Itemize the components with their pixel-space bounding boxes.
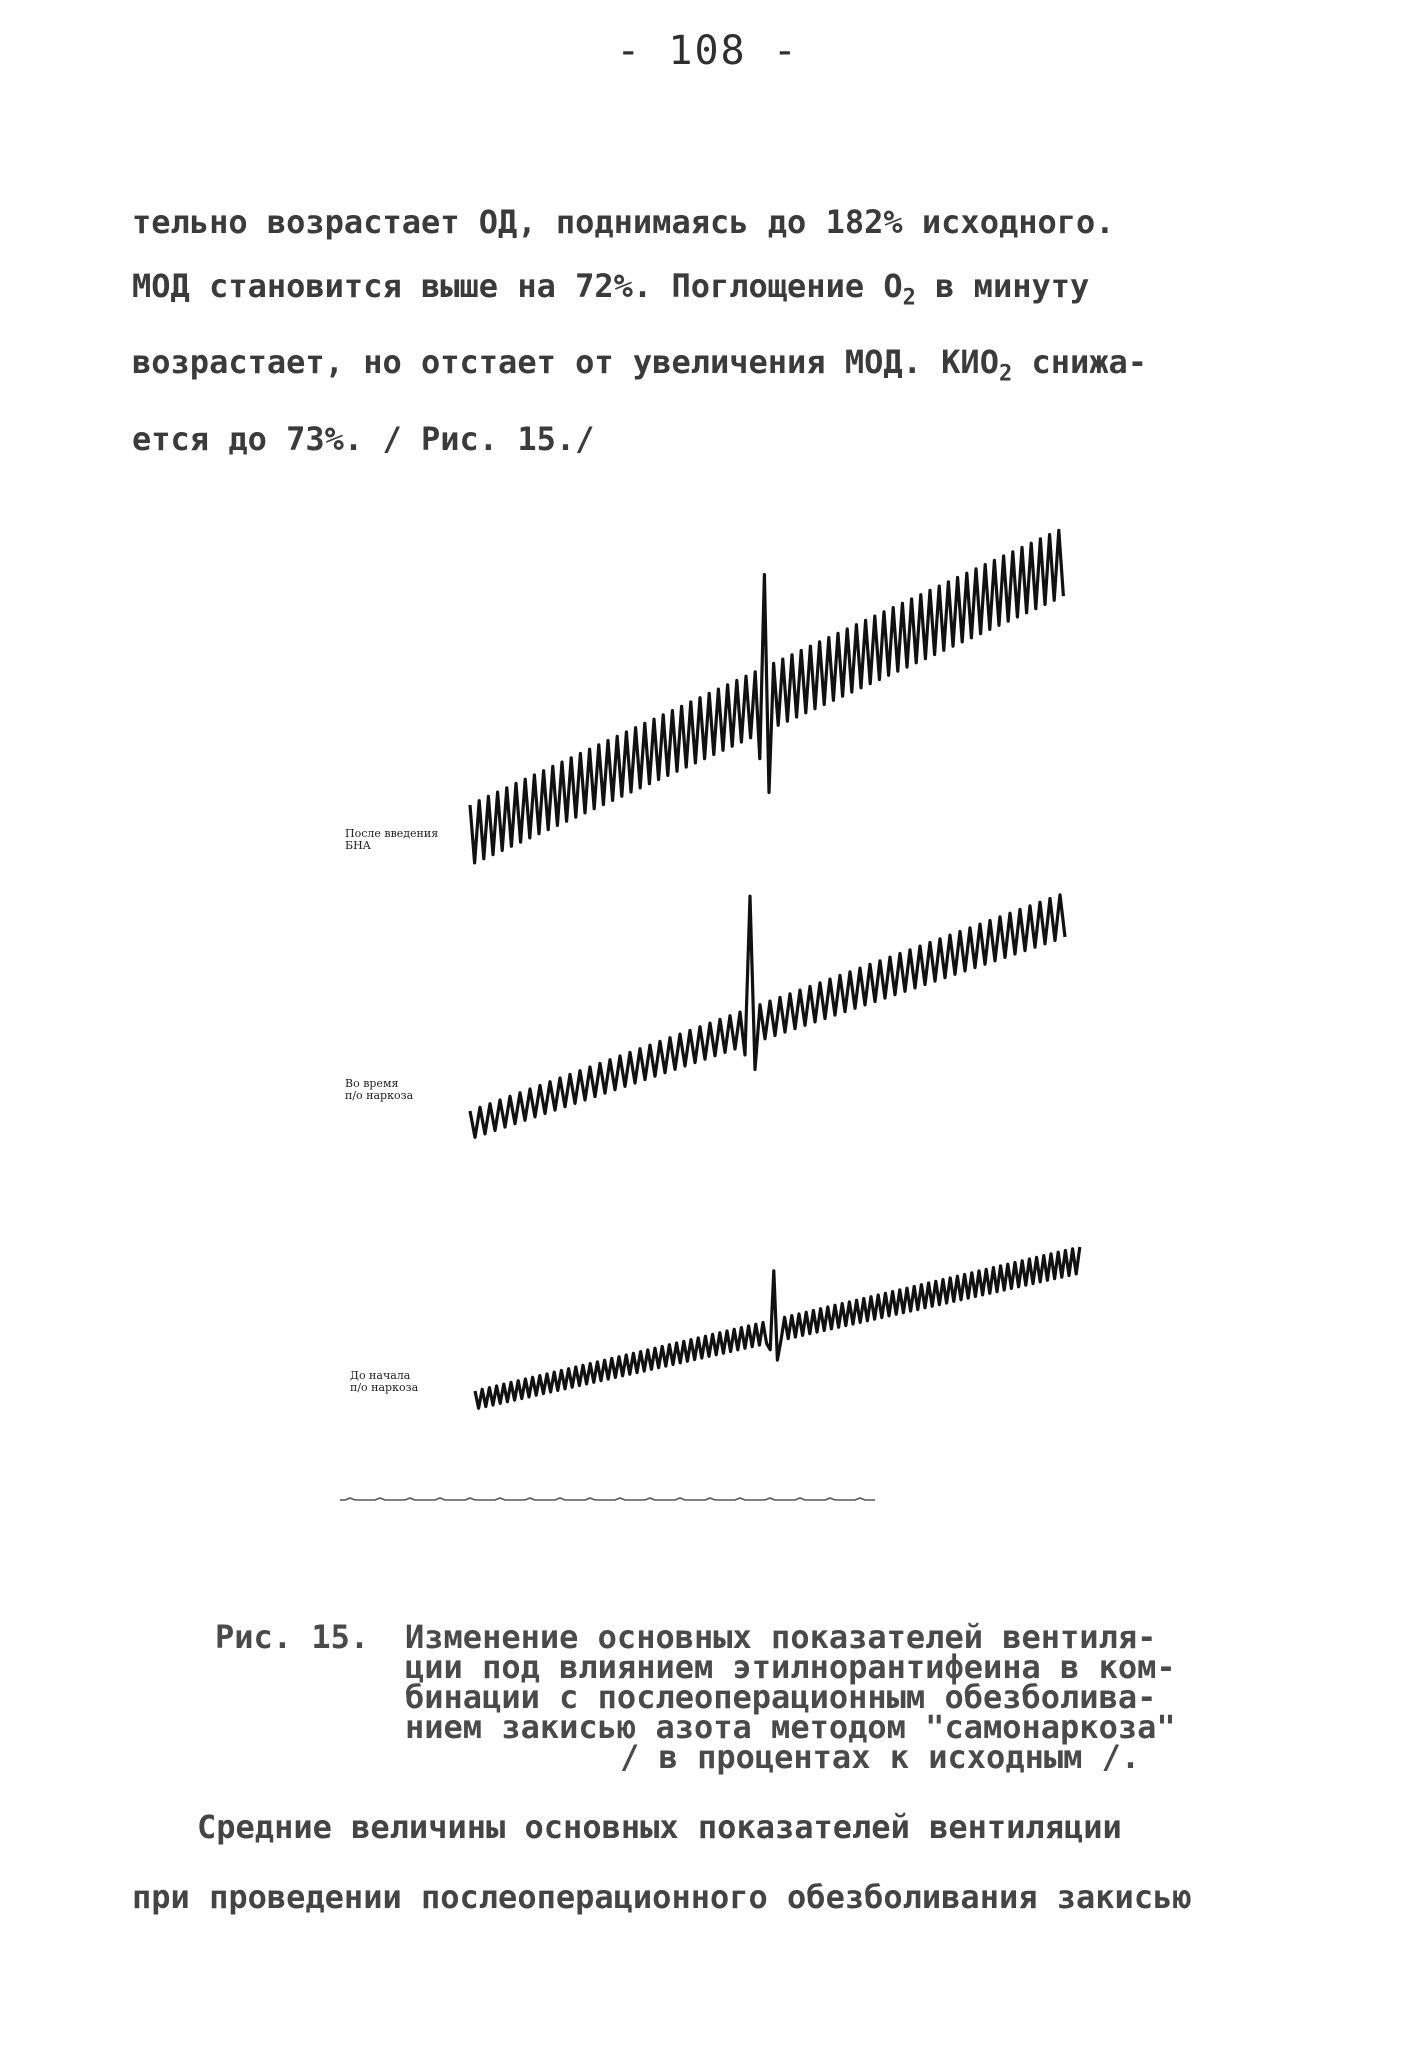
page-number: - 108 - (616, 28, 799, 74)
paragraph-line: ется до 73%. / Рис. 15./ (132, 419, 595, 458)
trace-during-narcosis (470, 895, 1065, 1138)
trace-before-narcosis (475, 1247, 1080, 1408)
caption-number: Рис. 15. (215, 1618, 370, 1656)
paragraph-line: при проведении послеоперационного обезболивания закисью (132, 1878, 1192, 1916)
paragraph-line (132, 254, 1312, 330)
paragraph-text: в минуту (915, 267, 1090, 305)
trace-label-line: п/о наркоза (345, 1089, 414, 1102)
paragraph-text: МОД становится выше на 72%. Поглощение О (132, 267, 903, 305)
paragraph-line: тельно возрастает ОД, поднимаясь до 182% исходного. (132, 203, 1115, 241)
paragraph-text: снижа- (1012, 343, 1148, 382)
trace-label-before-narcosis (350, 1370, 418, 1394)
spirogram-figure (320, 500, 1180, 1560)
caption-line: нием закисью азота методом "самонаркоза" (405, 1708, 1176, 1746)
trace-label-line: До начала (350, 1369, 411, 1382)
trace-label-line: Во время (345, 1077, 399, 1090)
trace-after-bna (470, 530, 1063, 863)
trace-label-line: п/о наркоза (350, 1381, 419, 1394)
caption-line: бинации с послеоперационным обезболива- (405, 1678, 1157, 1716)
subscript: 2 (902, 285, 916, 311)
trace-label-line: После введения (345, 827, 439, 840)
trace-label-line: БНА (345, 839, 372, 852)
subscript: 2 (998, 361, 1013, 387)
spirogram-traces (320, 500, 1180, 1560)
caption-line: Изменение основных показателей вентиля- (405, 1618, 1157, 1656)
paragraph-line (132, 330, 1312, 406)
paragraph-text: возрастает, но отстает от увеличения МОД. КИО (132, 343, 999, 382)
figure-caption (215, 1618, 1315, 1776)
body-paragraph (132, 190, 1312, 471)
trace-label-after-bna (345, 828, 438, 852)
caption-line: ции под влиянием этилнорантифеина в ком- (405, 1648, 1176, 1686)
paragraph-line: Средние величины основных показателей вентиляции (197, 1808, 1122, 1846)
trace-label-during-narcosis (345, 1078, 413, 1102)
time-marker-line (340, 1498, 875, 1500)
continuing-paragraph (132, 1792, 1332, 1932)
caption-line: / в процентах к исходным /. (620, 1738, 1141, 1776)
